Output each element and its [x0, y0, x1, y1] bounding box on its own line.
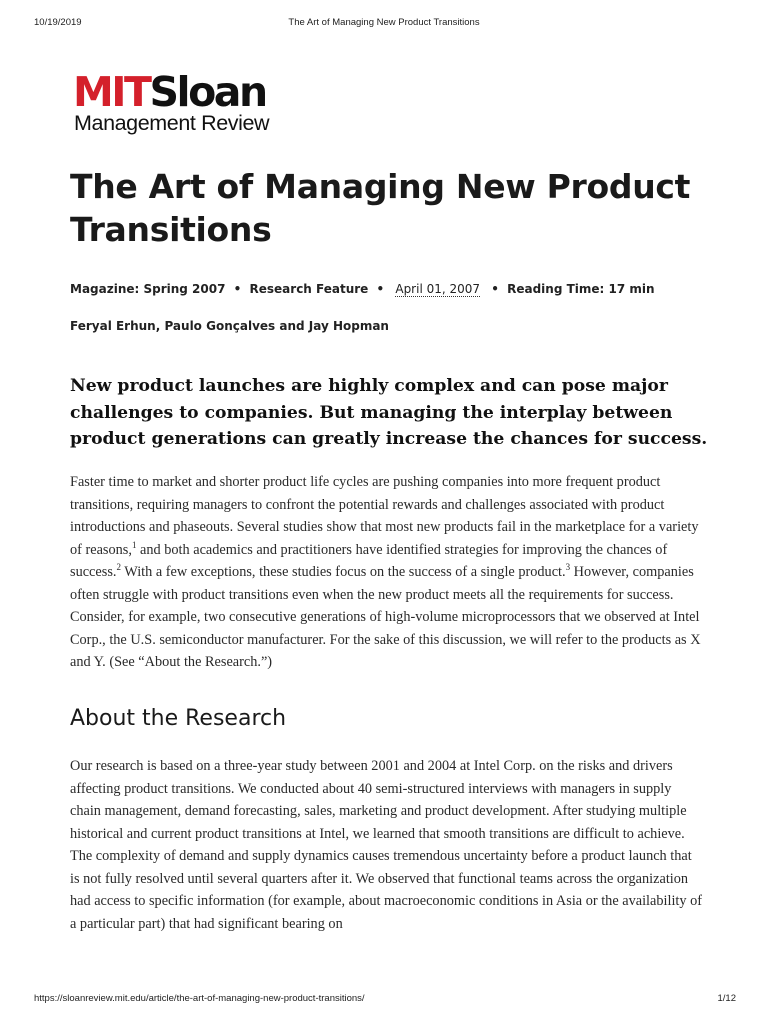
paragraph-text: However, companies often struggle with product transitions even when the new product meets all the requirements for success. Consider, for example, two consecutive generations of high-volume microprocessors that we observed at Intel Corp., the U.S. semiconductor manufacturer. For the sake of this discussion, we will refer to the products as X and Y. (See “About the Research.”): [70, 564, 701, 670]
article-type-link[interactable]: Research Feature: [249, 282, 369, 296]
logo-mit: MIT: [73, 68, 150, 116]
logo-subtitle: Management Review: [74, 111, 270, 135]
page-number: 1/12: [717, 993, 736, 1004]
publish-date: April 01, 2007: [395, 282, 481, 296]
article-dek: New product launches are highly complex and can pose major challenges to companies. But managing the interplay between product generations can greatly increase the chances for success.: [70, 376, 708, 449]
mit-sloan-logo[interactable]: [73, 70, 313, 136]
logo-sloan: Sloan: [149, 68, 266, 116]
paragraph-text: Faster time to market and shorter product life cycles are pushing companies into more frequent product transitions, requiring managers to confront the potential rewards and challenges associated with product introductions and phaseouts. Several studies show that most new products fail in the marketplace for a variety of reasons,: [70, 474, 699, 558]
body-paragraph: Our research is based on a three-year study between 2001 and 2004 at Intel Corp. on the risks and drivers affecting product transitions. We conducted about 40 semi-structured interviews with managers in supply chain management, demand forecasting, sales, marketing and product development. After studying multiple historical and current product transitions at Intel, we learned that smooth transitions are difficult to achieve. The complexity of demand and supply dynamics causes tremendous uncertainty before a product launch that is not fully resolved until several quarters after it. We observed that functional teams across the organization had access to specific information (for example, about macroeconomic conditions in Asia or the availability of a particular part) that had significant bearing on: [70, 758, 703, 932]
section-heading: About the Research: [70, 706, 287, 731]
print-footer: [0, 993, 768, 1007]
meta-separator: •: [233, 282, 242, 296]
magazine-issue-link[interactable]: Magazine: Spring 2007: [70, 282, 226, 296]
print-date: 10/19/2019: [34, 17, 82, 28]
logo-wordmark: [73, 70, 266, 114]
article-authors[interactable]: Feryal Erhun, Paulo Gonçalves and Jay Hopman: [70, 319, 389, 333]
print-header: [0, 17, 768, 31]
footnote-ref[interactable]: 2: [116, 562, 121, 573]
meta-separator: •: [376, 282, 385, 296]
print-title: The Art of Managing New Product Transitions: [288, 17, 480, 28]
paragraph-text: With a few exceptions, these studies focus on the success of a single product.: [120, 564, 566, 580]
body-paragraph: [70, 471, 704, 674]
meta-separator: •: [491, 282, 499, 296]
footnote-ref[interactable]: 3: [565, 562, 571, 573]
print-url: https://sloanreview.mit.edu/article/the-art-of-managing-new-product-transitions/: [34, 993, 365, 1004]
paragraph-text: and both academics and practitioners have identified strategies for improving the chances of success.: [70, 541, 668, 580]
reading-time: Reading Time: 17 min: [507, 282, 655, 296]
article-meta: [70, 282, 710, 296]
footnote-ref[interactable]: 1: [131, 539, 137, 550]
article-title: The Art of Managing New Product Transitions: [70, 167, 691, 249]
